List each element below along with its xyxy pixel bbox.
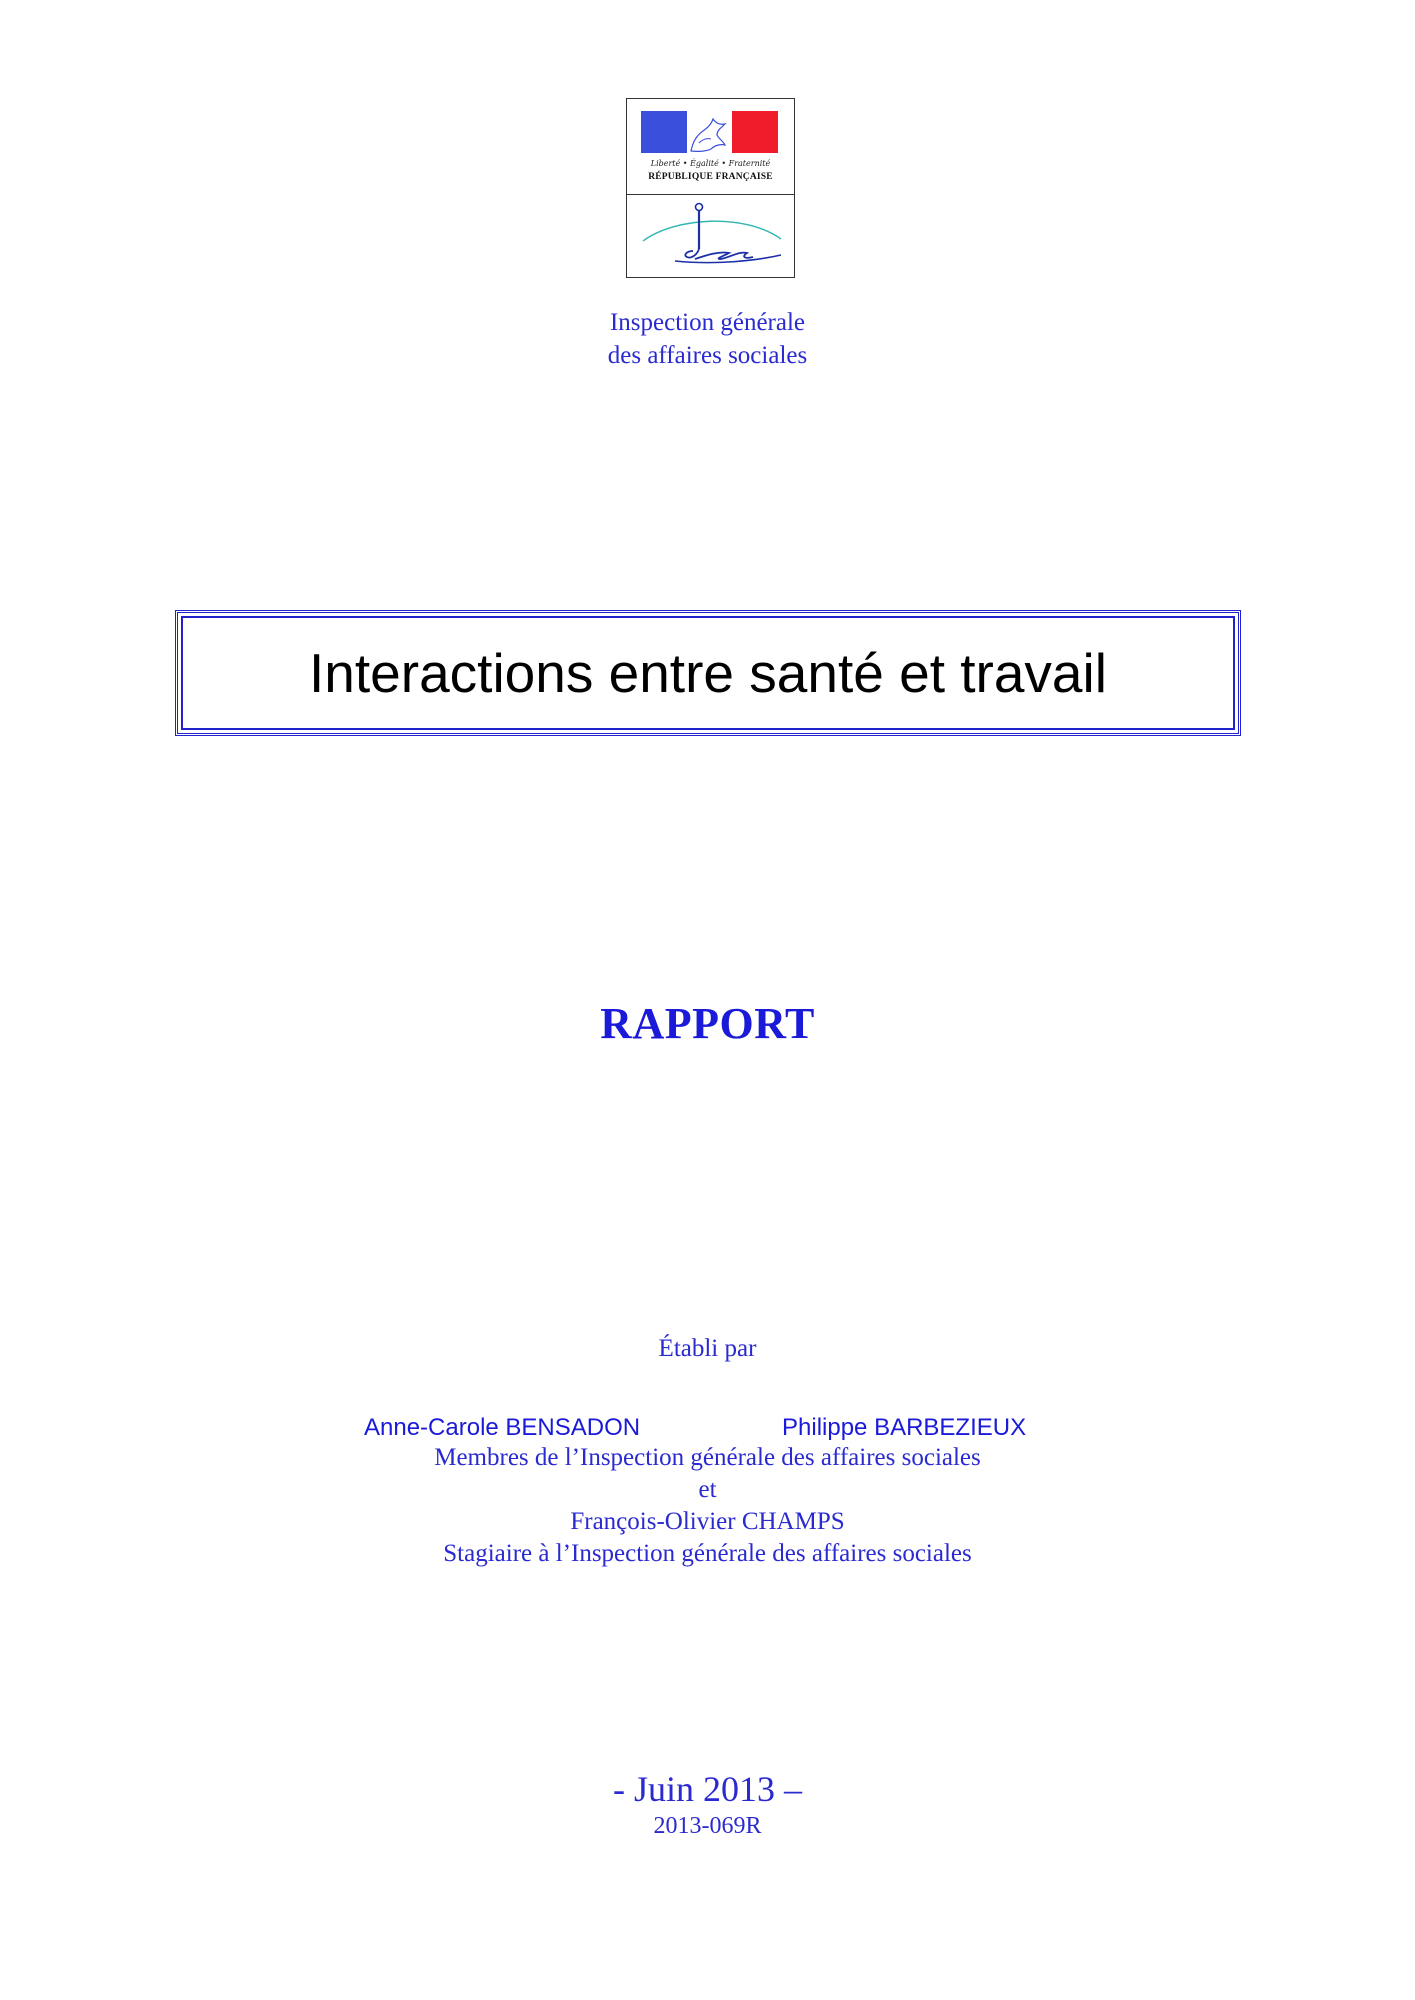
conjunction-et: et <box>698 1476 717 1503</box>
report-number: 2013-069R <box>653 1813 762 1839</box>
author-role-members: Membres de l’Inspection générale des affaires sociales <box>434 1444 981 1471</box>
marianne-logo <box>627 99 794 194</box>
established-by: Établi par <box>658 1335 757 1362</box>
document-type: RAPPORT <box>600 999 815 1048</box>
marianne-flag-icon <box>641 111 778 153</box>
title-frame-inner <box>181 616 1235 730</box>
author-barbezieux: Philippe BARBEZIEUX <box>782 1414 1027 1441</box>
republic-name: RÉPUBLIQUE FRANÇAISE <box>648 172 773 182</box>
author-champs: François-Olivier CHAMPS <box>570 1508 845 1535</box>
republic-motto: Liberté • Égalité • Fraternité <box>650 159 771 168</box>
author-bensadon: Anne-Carole BENSADON <box>364 1414 641 1441</box>
organization-name-line2: des affaires sociales <box>607 342 808 369</box>
document-title: Interactions entre santé et travail <box>309 642 1107 704</box>
title-frame <box>175 610 1241 736</box>
igas-logo-icon <box>635 199 787 273</box>
report-date: - Juin 2013 – <box>613 1769 802 1809</box>
author-role-trainee: Stagiaire à l’Inspection générale des affaires sociales <box>443 1540 972 1567</box>
organization-name-line1: Inspection générale <box>609 309 806 336</box>
government-logo <box>626 98 795 278</box>
logo-divider <box>627 194 794 195</box>
